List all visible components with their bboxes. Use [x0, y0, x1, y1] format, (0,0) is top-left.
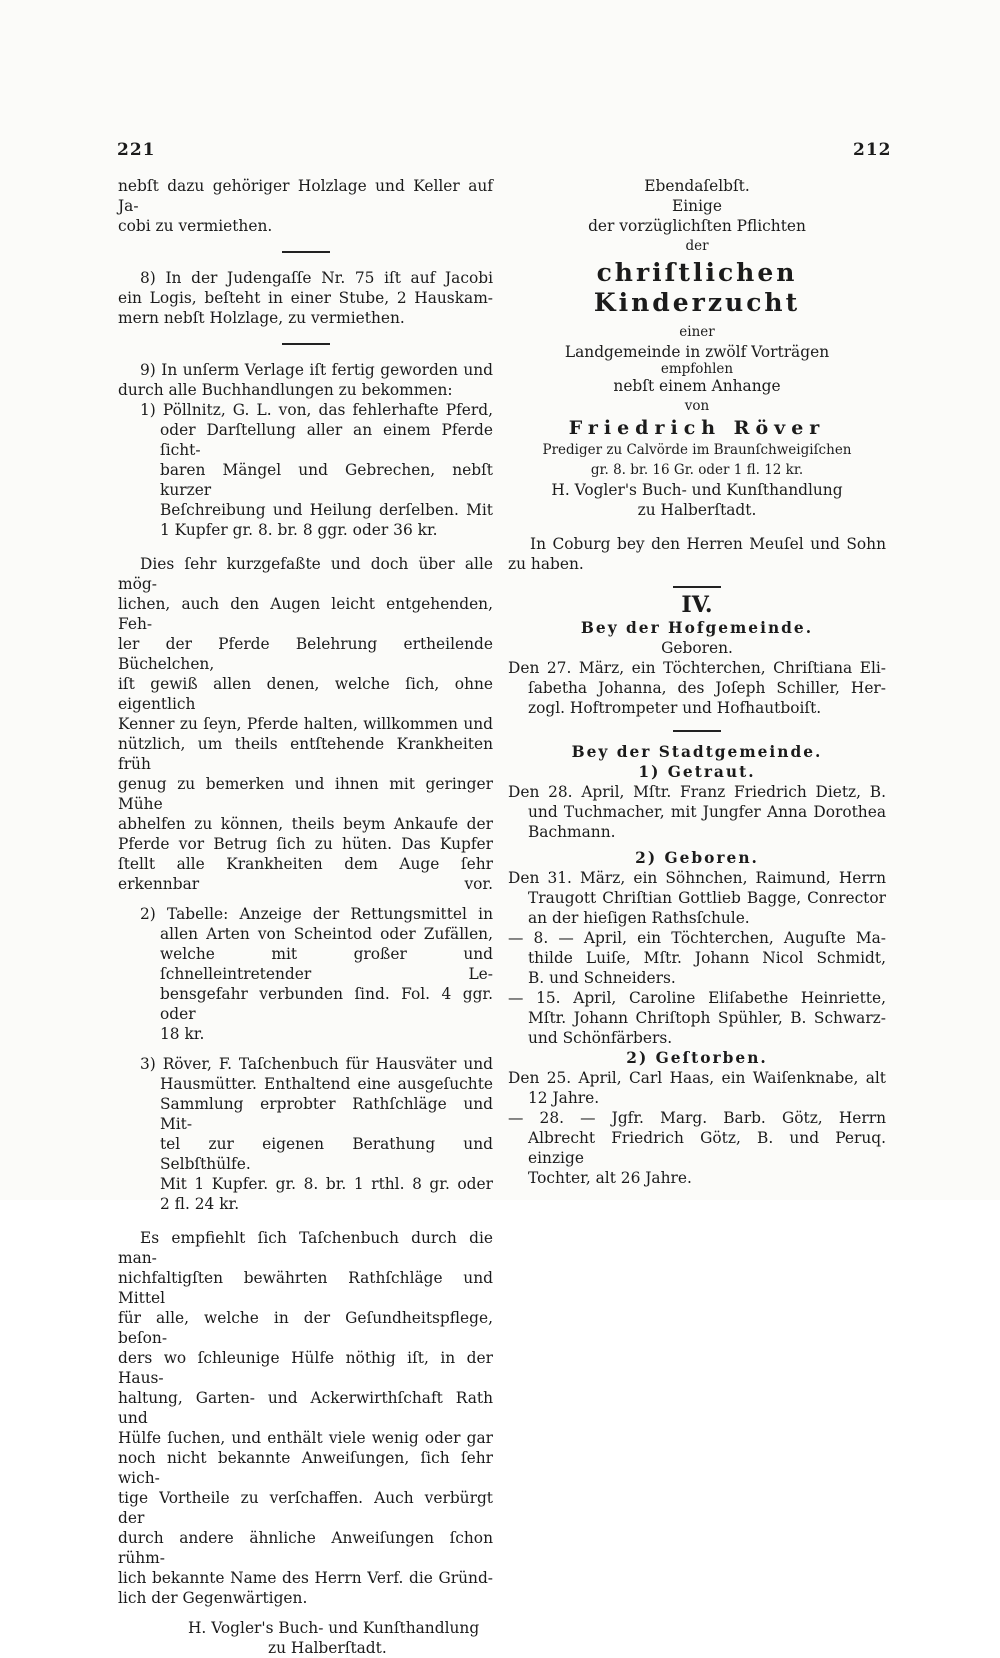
text-line: zu Halberſtadt.	[637, 501, 757, 519]
text-line: bensgefahr verbunden ſind. Fol. 4 ggr. oder	[160, 985, 493, 1023]
publisher-signature	[118, 1618, 493, 1658]
author-name: Friedrich Röver	[568, 417, 826, 439]
geboren-heading: 2) Geboren.	[635, 849, 759, 867]
section-number: IV.	[681, 592, 713, 618]
text-line: lichen, auch den Augen leicht entgehenden, Feh-	[118, 595, 493, 633]
text-line: Beſchreibung und Heilung derſelben. Mit	[160, 501, 493, 519]
text-line: der	[685, 238, 709, 254]
text-line: abhelfen zu können, theils beym Ankaufe der	[118, 815, 493, 833]
page-number-right: 212	[853, 140, 892, 160]
text-line: 8) In der Judengaſſe Nr. 75 iſt auf Jacobi	[140, 269, 493, 287]
divider-rule	[282, 251, 330, 253]
text-line: 1 Kupfer gr. 8. br. 8 ggr. oder 36 kr.	[160, 521, 438, 539]
stadt-heading: Bey der Stadtgemeinde.	[571, 743, 823, 761]
text-line: 3) Röver, F. Taſchenbuch für Hausväter und	[140, 1055, 493, 1073]
gestorben-heading: 2) Geſtorben.	[626, 1049, 768, 1067]
page-number-left: 221	[117, 140, 156, 160]
text-line: lich bekannte Name des Herrn Verf. die Gründ-	[118, 1569, 493, 1587]
geboren-entry	[508, 988, 886, 1048]
divider-rule	[282, 343, 330, 345]
text-line: Albrecht Friedrich Götz, B. und Peruq. einzige	[528, 1129, 886, 1167]
paragraph-horse-book	[118, 554, 493, 894]
text-line: mern nebſt Holzlage, zu vermiethen.	[118, 309, 405, 327]
lodging-notice	[118, 268, 493, 328]
text-line: zogl. Hoftrompeter und Hofhautboiſt.	[528, 699, 822, 717]
text-line: Prediger zu Calvörde im Braunſchweigiſchen	[542, 442, 852, 458]
text-line: Es empfiehlt ſich Taſchenbuch durch die man-	[118, 1229, 493, 1267]
text-line: tel zur eigenen Berathung und Selbſthülfe.	[160, 1135, 493, 1173]
text-line: — 15. April, Caroline Eliſabethe Heinriette,	[508, 989, 886, 1007]
text-line: ſtellt alle Krankheiten dem Auge ſehr erkennbar vor.	[118, 855, 493, 893]
text-line: durch andere ähnliche Anweiſungen ſchon rühm-	[118, 1529, 493, 1567]
text-line: oder Darſtellung aller an einem Pferde ſicht-	[160, 421, 493, 459]
text-line: Pferde vor Betrug ſich zu hüten. Das Kupfer	[118, 835, 493, 853]
text-line: H. Vogler's Buch- und Kunſthandlung	[551, 481, 843, 499]
text-line: haltung, Garten- und Ackerwirthſchaft Rath und	[118, 1389, 493, 1427]
text-line: In Coburg bey den Herren Meuſel und Sohn	[530, 535, 886, 553]
text-line: ders wo ſchleunige Hülfe nöthig iſt, in der Haus-	[118, 1349, 493, 1387]
text-line: Bachmann.	[528, 823, 616, 841]
text-line: und Schönfärbers.	[528, 1029, 673, 1047]
getraut-heading: 1) Getraut.	[638, 763, 756, 781]
text-line: 18 kr.	[160, 1025, 205, 1043]
hof-entry	[508, 658, 886, 718]
divider-rule	[673, 730, 721, 732]
text-line: gr. 8. br. 16 Gr. oder 1 fl. 12 kr.	[590, 462, 804, 478]
geboren-entry	[508, 868, 886, 928]
text-line: genug zu bemerken und ihnen mit geringer Mühe	[118, 775, 493, 813]
text-line: Mit 1 Kupfer. gr. 8. br. 1 rthl. 8 gr. oder	[160, 1175, 493, 1193]
divider-rule	[673, 586, 721, 588]
text-line: durch alle Buchhandlungen zu bekommen:	[118, 381, 453, 399]
text-line: und Tuchmacher, mit Jungfer Anna Dorothea	[528, 803, 886, 821]
text-line: Kenner zu ſeyn, Pferde halten, willkommen und	[118, 715, 493, 733]
text-line: empfohlen	[660, 361, 734, 377]
hof-subheading: Geboren.	[661, 639, 733, 657]
publisher-notice	[118, 360, 493, 400]
gestorben-entry	[508, 1068, 886, 1108]
text-line: Landgemeinde in zwölf Vorträgen	[564, 343, 830, 361]
text-line: ler der Pferde Belehrung ertheilende Büchelchen,	[118, 635, 493, 673]
text-line: Dies ſehr kurzgefaßte und doch über alle mög-	[118, 555, 493, 593]
text-line: cobi zu vermiethen.	[118, 217, 273, 235]
text-line: — 28. — Jgfr. Marg. Barb. Götz, Herrn	[508, 1109, 886, 1127]
text-line: allen Arten von Scheintod oder Zufällen,	[160, 925, 493, 943]
text-line: tige Vortheile zu verſchaffen. Auch verbürgt der	[118, 1489, 493, 1527]
text-line: welche mit großer und ſchnelleintretender Le-	[160, 945, 493, 983]
text-line: Ebendaſelbſt.	[644, 177, 750, 195]
text-line: baren Mängel und Gebrechen, nebſt kurzer	[160, 461, 493, 499]
text-line: iſt gewiß allen denen, welche ſich, ohne eigentlich	[118, 675, 493, 713]
text-line: von	[684, 398, 710, 414]
gestorben-entry	[508, 1108, 886, 1188]
text-line: 2 fl. 24 kr.	[160, 1195, 240, 1213]
hof-heading: Bey der Hofgemeinde.	[580, 619, 814, 637]
text-line: — 8. — April, ein Töchterchen, Auguſte Ma-	[508, 929, 886, 947]
text-line: Traugott Chriſtian Gottlieb Bagge, Conrector	[528, 889, 886, 907]
text-line: thilde Luiſe, Mſtr. Johann Nicol Schmidt,	[528, 949, 886, 967]
text-line: noch nicht bekannte Anweiſungen, ſich ſehr wich-	[118, 1449, 493, 1487]
text-line: Den 28. April, Mſtr. Franz Friedrich Dietz, B.	[508, 783, 886, 801]
text-line: an der hieſigen Rathsſchule.	[528, 909, 750, 927]
text-line: zu Halberſtadt.	[268, 1639, 387, 1657]
book-entry-roever	[118, 1054, 493, 1214]
geboren-entry	[508, 928, 886, 988]
text-line: Hausmütter. Enthaltend eine ausgeſuchte	[160, 1075, 493, 1093]
book-title: chriſtlichen Kinderzucht	[593, 258, 801, 317]
text-line: Den 25. April, Carl Haas, ein Waiſenknabe, alt	[508, 1069, 886, 1087]
text-line: 12 Jahre.	[528, 1089, 600, 1107]
text-line: zu haben.	[508, 555, 584, 573]
text-line: B. und Schneiders.	[528, 969, 676, 987]
getraut-entry	[508, 782, 886, 842]
text-line: der vorzüglichſten Pflichten	[588, 217, 806, 235]
text-line: 9) In unſerm Verlage iſt fertig geworden und	[140, 361, 493, 379]
text-line: Sammlung erprobter Rathſchläge und Mit-	[160, 1095, 493, 1133]
text-line: ein Logis, beſteht in einer Stube, 2 Hauskam-	[118, 289, 493, 307]
text-line: ſabetha Johanna, des Joſeph Schiller, Her-	[528, 679, 886, 697]
text-line: Hülfe ſuchen, und enthält viele wenig oder gar	[118, 1429, 493, 1447]
text-line: nichfaltigſten bewährten Rathſchläge und Mittel	[118, 1269, 493, 1307]
text-line: 2) Tabelle: Anzeige der Rettungsmittel in	[140, 905, 493, 923]
text-line: Tochter, alt 26 Jahre.	[528, 1169, 692, 1187]
text-line: nebſt einem Anhange	[613, 377, 781, 395]
text-line: H. Vogler's Buch- und Kunſthandlung	[188, 1619, 480, 1637]
paragraph-taschenbuch	[118, 1228, 493, 1608]
text-line: für alle, welche in der Geſundheitspflege, beſon-	[118, 1309, 493, 1347]
text-line: nützlich, um theils entſtehende Krankheiten früh	[118, 735, 493, 773]
book-advertisement	[508, 176, 886, 520]
coburg-notice	[508, 534, 886, 574]
text-line: Den 31. März, ein Söhnchen, Raimund, Herrn	[508, 869, 886, 887]
intro-paragraph	[118, 176, 493, 236]
text-line: einer	[679, 324, 715, 340]
text-line: Den 27. März, ein Töchterchen, Chriſtiana Eli-	[508, 659, 886, 677]
book-entry-tabelle	[118, 904, 493, 1044]
text-line: nebſt dazu gehöriger Holzlage und Keller auf Ja-	[118, 177, 493, 215]
right-column	[508, 176, 886, 1188]
text-line: Mſtr. Johann Chriſtoph Spühler, B. Schwarz-	[528, 1009, 886, 1027]
text-line: Einige	[672, 197, 722, 215]
left-column	[118, 176, 493, 1658]
book-entry-poellnitz	[118, 400, 493, 540]
text-line: lich der Gegenwärtigen.	[118, 1589, 308, 1607]
text-line: 1) Pöllnitz, G. L. von, das fehlerhafte Pferd,	[140, 401, 493, 419]
